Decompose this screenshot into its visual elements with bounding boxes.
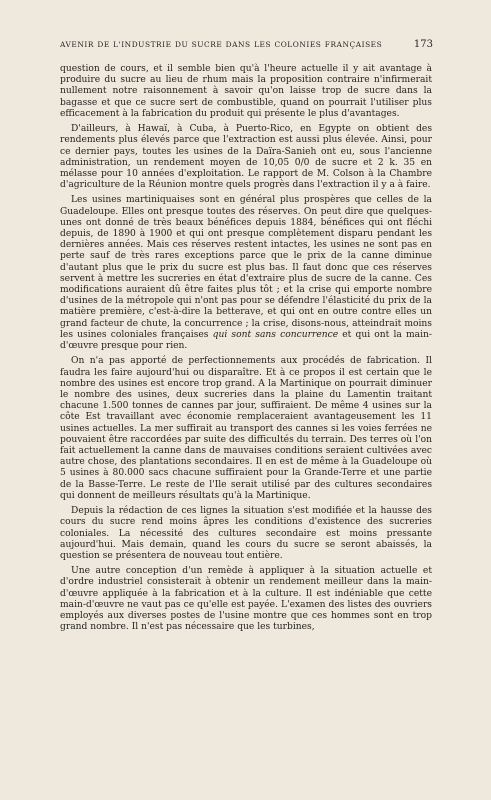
paragraph: D'ailleurs, à Hawaï, à Cuba, à Puerto-Rico, en Egypte on obtient des rendements plus élevés parce que l'extraction est aussi plus élevée. Ainsi, pour ce dernier pays, toutes les usines de la Daïra-Sanieh ont eu, sous l'ancienne administration, un rendement moyen de 10,05 0/0 de sucre et 2 k. 35 en mélasse pour 10 années d'exploitation. Le rapport de M. Colson à la Chambre d'agriculture de la Réunion montre quels progrès dans l'extraction il y a à faire.	[60, 124, 432, 191]
running-title: AVENIR DE L'INDUSTRIE DU SUCRE DANS LES COLONIES FRANÇAISES	[60, 40, 383, 49]
paragraph: Une autre conception d'un remède à appliquer à la situation actuelle et d'ordre industriel consisterait à obtenir un rendement meilleur dans la main-d'œuvre appliquée à la fabrication et à la culture. Il est indéniable que cette main-d'œuvre ne vaut pas ce qu'elle est payée. L'examen des listes des ouvriers employés aux diverses postes de l'usine montre que ces hommes sont en trop grand nombre. Il n'est pas nécessaire que les turbines,	[60, 566, 432, 633]
page-number: 173	[413, 39, 433, 50]
paragraph: On n'a pas apporté de perfectionnements aux procédés de fabrication. Il faudra les faire aujourd'hui ou disparaître. Et à ce propos il est certain que le nombre des usines est encore trop grand. A la Martinique on pourrait diminuer le nombre des usines, deux sucreries dans la plaine du Lamentin traitant chacune 1.500 tonnes de cannes par jour, suffiraient. De même 4 usines sur la côte Est travaillant avec économie remplaceraient avantageusement les 11 usines actuelles. La mer suffirait au transport des cannes si les voies ferrées ne pouvaient être raccordées par suite des difficultés du terrain. Des terres où l'on fait actuellement la canne dans de mauvaises conditions seraient cultivées avec autre chose, des plantations secondaires. Il en est de même à la Guadeloupe où 5 usines à 80.000 sacs chacune suffiraient pour la Grande-Terre et une partie de la Basse-Terre. Le reste de l'Ile serait utilisé par des cultures secondaires qui donnent de meilleurs résultats qu'à la Martinique.	[60, 356, 432, 501]
page-header	[60, 39, 433, 50]
paragraph: Depuis la rédaction de ces lignes la situation s'est modifiée et la hausse des cours du sucre rend moins âpres les conditions d'existence des sucreries coloniales. La nécessité des cultures secondaire est moins pressante aujourd'hui. Mais demain, quand les cours du sucre se seront abaissés, la question se présentera de nouveau tout entière.	[60, 506, 432, 561]
paragraph: Les usines martiniquaises sont en général plus prospères que celles de la Guadeloupe. Elles ont presque toutes des réserves. On peut dire que quelques-unes ont donné de très beaux bénéfices depuis 1884, bénéfices qui ont fléchi depuis, de 1890 à 1900 et qui ont presque complètement disparu pendant les dernières années. Mais ces réserves restent intactes, les usines ne sont pas en perte sauf de très rares exceptions parce que le prix de la canne diminue d'autant plus que le prix du sucre est plus bas. Il faut donc que ces réserves servent à mettre les sucreries en état d'extraire plus de sucre de la canne. Ces modifications auraient dû être faites plus tôt ; et la crise qui emporte nombre d'usines de la métropole qui n'ont pas pour se défendre l'élasticité du prix de la matière première, c'est-à-dire la betterave, et qui ont en outre contre elles un grand facteur de chute, la concurrence ; la crise, disons-nous, atteindrait moins les usines coloniales françaises qui sont sans concurrence et qui ont la main-d'œuvre presque pour rien.	[60, 195, 432, 352]
emphasis: qui sont sans concurrence	[212, 329, 339, 340]
body-text	[60, 64, 432, 633]
paragraph: question de cours, et il semble bien qu'à l'heure actuelle il y ait avantage à produire du sucre au lieu de rhum mais la proposition contraire n'infirmerait nullement notre raisonnement à savoir qu'on laisse trop de sucre dans la bagasse et que ce sucre sert de combustible, quand on pourrait l'utiliser plus efficacement à la fabrication du produit qui présente le plus d'avantages.	[60, 64, 432, 119]
